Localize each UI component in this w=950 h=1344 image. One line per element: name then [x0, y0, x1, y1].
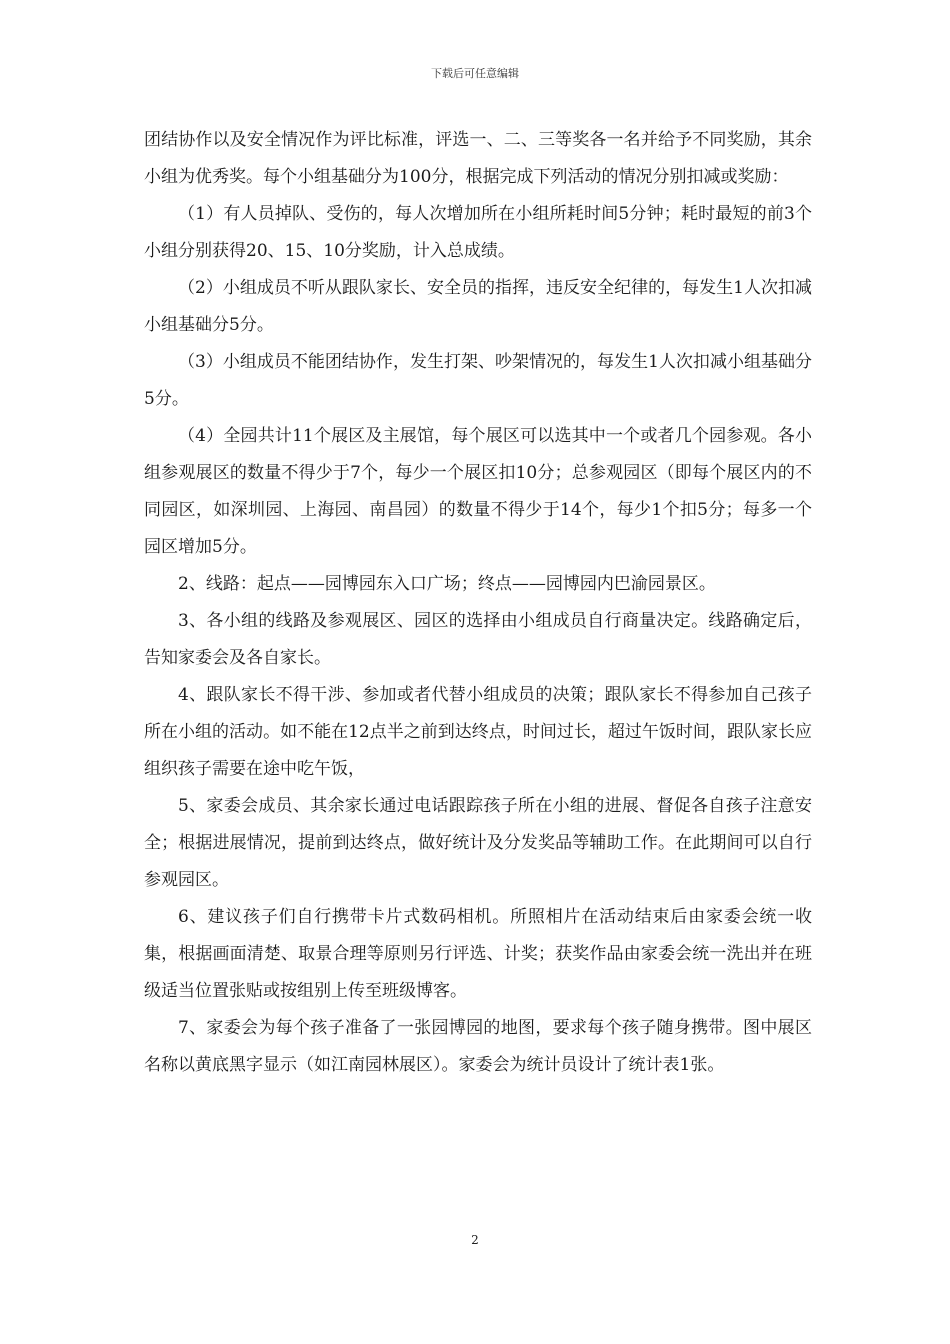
- paragraph-route: 2、线路：起点——园博园东入口广场；终点——园博园内巴渝园景区。: [178, 574, 716, 594]
- paragraph-committee-tracking: 5、家委会成员、其余家长通过电话跟踪孩子所在小组的进展、督促各自孩子注意安全；根据进展情况，提前到达终点，做好统计及分发奖品等辅助工作。在此期间可以自行参观园区。: [144, 796, 812, 890]
- paragraph-rule-2: （2）小组成员不听从跟队家长、安全员的指挥，违反安全纪律的，每发生1人次扣减小组基础分5分。: [144, 278, 812, 335]
- page-header: 下载后可任意编辑: [431, 67, 519, 80]
- paragraph-parent-rules: 4、跟队家长不得干涉、参加或者代替小组成员的决策；跟队家长不得参加自己孩子所在小组的活动。如不能在12点半之前到达终点，时间过长，超过午饭时间，跟队家长应组织孩子需要在途中吃午饭，: [144, 685, 812, 779]
- paragraph-rule-4: （4）全园共计11个展区及主展馆，每个展区可以选其中一个或者几个园参观。各小组参观展区的数量不得少于7个，每少一个展区扣10分；总参观园区（即每个展区内的不同园区，如深圳园、上海园、南昌园）的数量不得少于14个，每少1个扣5分；每多一个园区增加5分。: [144, 426, 812, 557]
- paragraph-route-choice: 3、各小组的线路及参观展区、园区的选择由小组成员自行商量决定。线路确定后，告知家委会及各自家长。: [144, 611, 812, 668]
- paragraph-rule-3: （3）小组成员不能团结协作，发生打架、吵架情况的，每发生1人次扣减小组基础分5分。: [144, 352, 812, 409]
- page-number: 2: [471, 1233, 479, 1247]
- paragraph-intro: 团结协作以及安全情况作为评比标准，评选一、二、三等奖各一名并给予不同奖励，其余小组为优秀奖。每个小组基础分为100分，根据完成下列活动的情况分别扣减或奖励：: [144, 130, 812, 187]
- paragraph-camera: 6、建议孩子们自行携带卡片式数码相机。所照相片在活动结束后由家委会统一收集，根据画面清楚、取景合理等原则另行评选、计奖；获奖作品由家委会统一洗出并在班级适当位置张贴或按组别上传至班级博客。: [144, 907, 812, 1001]
- document-body: [144, 122, 812, 1084]
- paragraph-rule-1: （1）有人员掉队、受伤的，每人次增加所在小组所耗时间5分钟；耗时最短的前3个小组分别获得20、15、10分奖励，计入总成绩。: [144, 204, 812, 261]
- paragraph-map: 7、家委会为每个孩子准备了一张园博园的地图，要求每个孩子随身携带。图中展区名称以黄底黑字显示（如江南园林展区）。家委会为统计员设计了统计表1张。: [144, 1018, 812, 1075]
